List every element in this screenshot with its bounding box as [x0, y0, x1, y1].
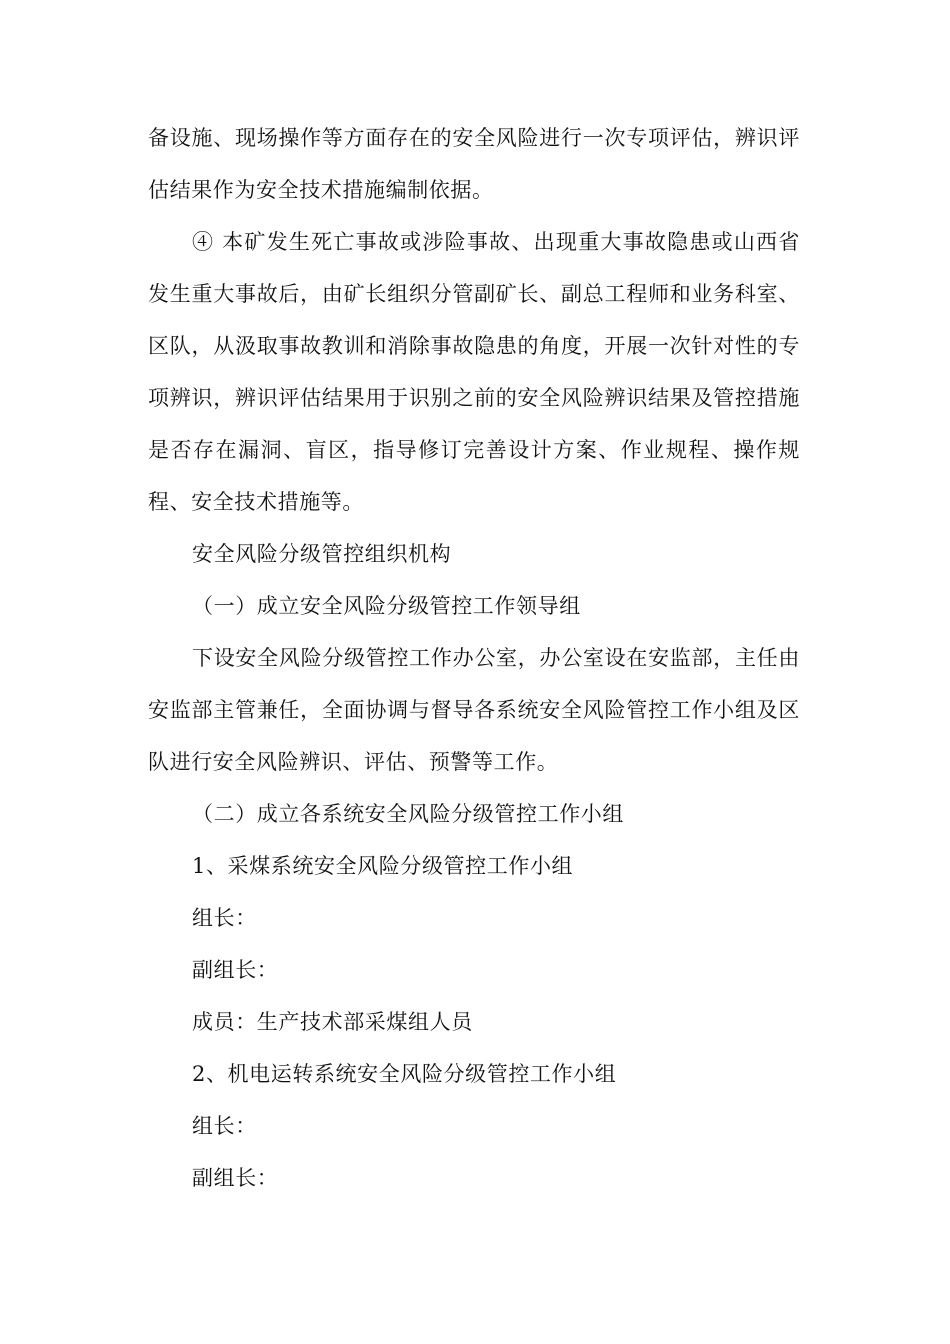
line-group-leader: 组长： — [192, 906, 257, 930]
list-item-mining-group: 1、采煤系统安全风险分级管控工作小组 — [192, 854, 574, 878]
line-members: 成员：生产技术部采煤组人员 — [192, 1010, 473, 1034]
paragraph-item-4: ④ 本矿发生死亡事故或涉险事故、出现重大事故隐患或山西省发生重大事故后，由矿长组织分管副矿长、副总工程师和业务科室、区队，从汲取事故教训和消除事故隐患的角度，开展一次针对性的专项辨识，辨识评估结果用于识别之前的安全风险辨识结果及管控措施是否存在漏洞、盲区，指导修订完善设计方案、作业规程、操作规程、安全技术措施等。 — [148, 230, 800, 514]
subheading-leadership-group: （一）成立安全风险分级管控工作领导组 — [192, 594, 581, 618]
line-deputy-leader-2: 副组长： — [192, 1166, 279, 1190]
subheading-system-groups: （二）成立各系统安全风险分级管控工作小组 — [192, 802, 624, 826]
paragraph-office: 下设安全风险分级管控工作办公室，办公室设在安监部，主任由安监部主管兼任，全面协调与督导各系统安全风险管控工作小组及区队进行安全风险辨识、评估、预警等工作。 — [148, 646, 800, 774]
section-heading-organization: 安全风险分级管控组织机构 — [192, 542, 452, 566]
document-body — [148, 112, 800, 1204]
line-group-leader-2: 组长： — [192, 1114, 257, 1138]
paragraph-continuation: 备设施、现场操作等方面存在的安全风险进行一次专项评估，辨识评估结果作为安全技术措施编制依据。 — [148, 126, 800, 202]
line-deputy-leader: 副组长： — [192, 958, 279, 982]
list-item-electromechanical-group: 2、机电运转系统安全风险分级管控工作小组 — [192, 1062, 617, 1086]
